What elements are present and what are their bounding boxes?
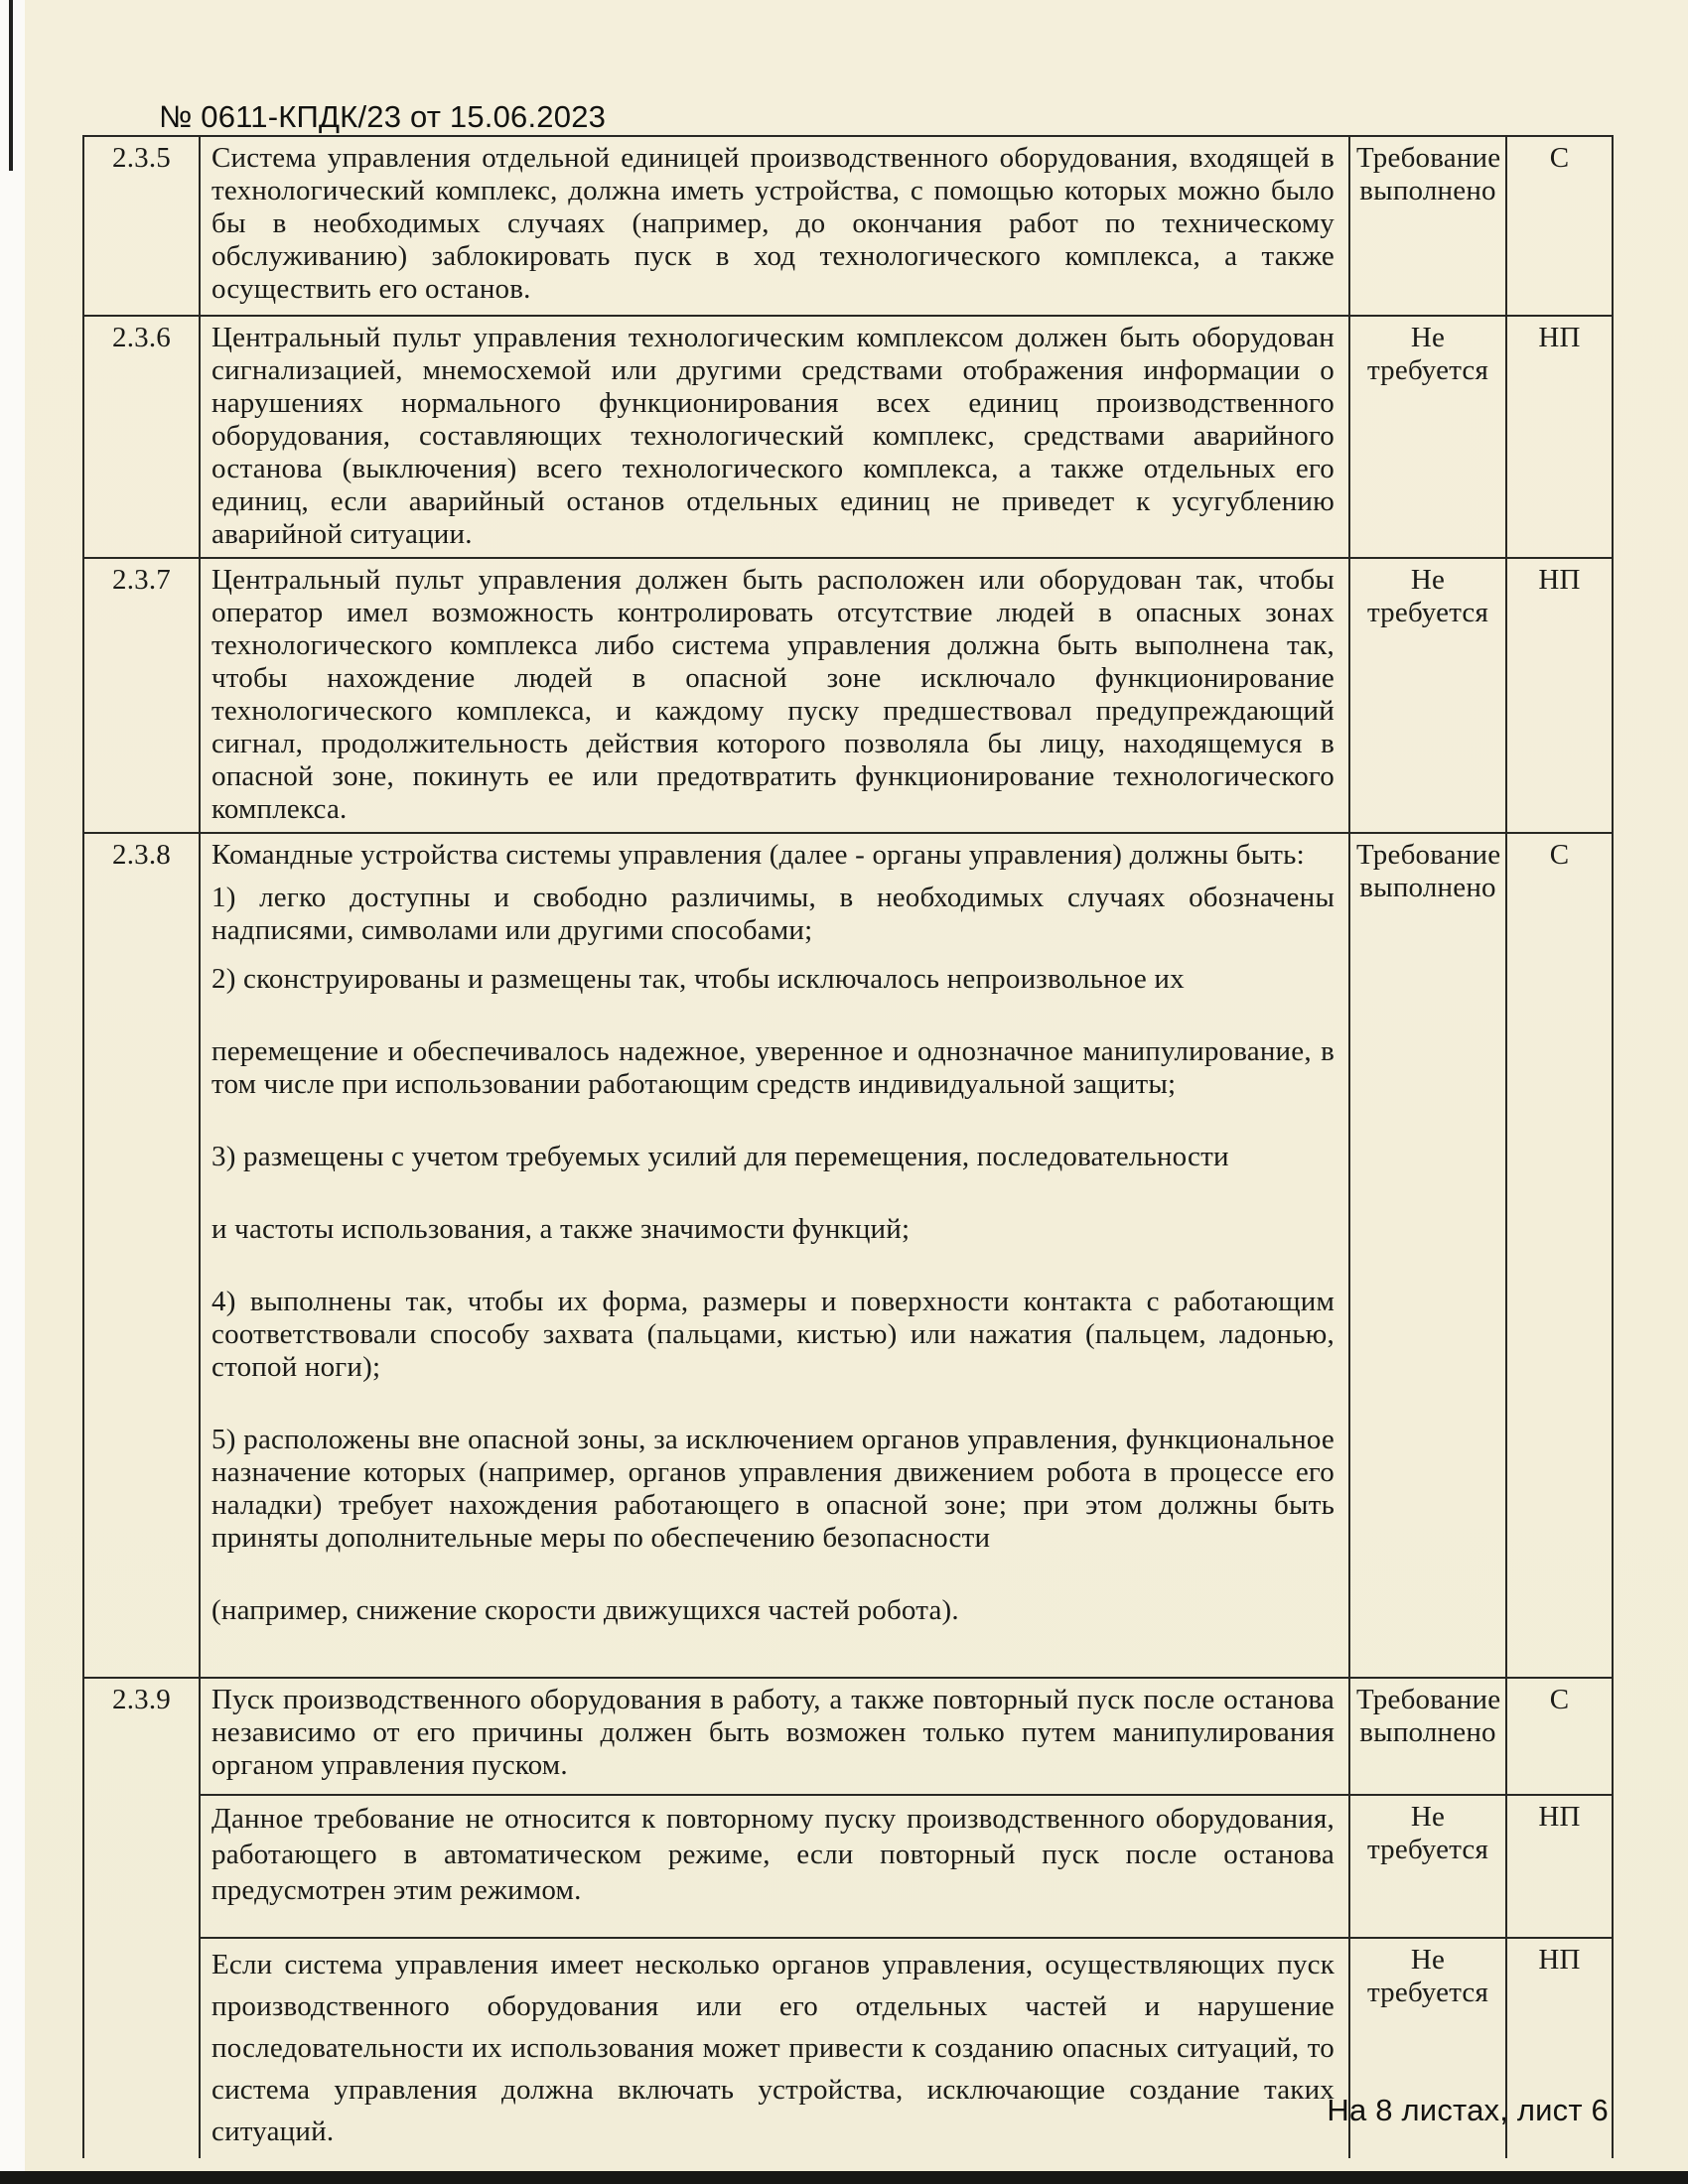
requirement-paragraph: Пуск производственного оборудования в работу, а также повторный пуск после останова независимо от его причины должен быть возможен только путем манипулирования органом управления пуском.	[211, 1684, 1335, 1781]
table-row-2-3-9a	[83, 1678, 1613, 1795]
requirement-paragraph: Командные устройства системы управления (далее - органы управления) должны быть:	[211, 839, 1305, 871]
requirement-paragraph: (например, снижение скорости движущихся частей робота).	[211, 1594, 959, 1626]
status-cell: Не требуется	[1349, 558, 1506, 833]
requirement-text-cell	[200, 1938, 1349, 2158]
table-row-2-3-6	[83, 316, 1613, 558]
requirement-text-cell	[200, 1795, 1349, 1938]
status-cell: Требование выполнено	[1349, 1678, 1506, 1795]
requirement-text-cell	[200, 136, 1349, 316]
table-row-2-3-8	[83, 833, 1613, 1678]
requirement-text-cell	[200, 316, 1349, 558]
status-cell: Не требуется	[1349, 1938, 1506, 2158]
scan-edge-artifact	[9, 0, 13, 171]
requirement-paragraph: Система управления отдельной единицей производственного оборудования, входящей в технологический комплекс, должна иметь устройства, с помощью которых можно было бы в необходимых случаях (например, до окончания работ по техническому обслуживанию) заблокировать пуск в ход технологического комплекса, а также осуществить его останов.	[211, 142, 1335, 305]
status-cell: Требование выполнено	[1349, 833, 1506, 1678]
status-cell: Требование выполнено	[1349, 136, 1506, 316]
requirement-paragraph: Центральный пульт управления должен быть расположен или оборудован так, чтобы оператор имел возможность контролировать отсутствие людей в опасных зонах технологического комплекса либо система управления должна быть выполнена так, чтобы нахождение людей в опасной зоне исключало функционирование технологического комплекса, и каждому пуску предшествовал предупреждающий сигнал, продолжительность действия которого позволяла бы лицу, находящемуся в опасной зоне, покинуть ее или предотвратить функционирование технологического комплекса.	[211, 564, 1335, 825]
row-number-cell: 2.3.7	[83, 558, 200, 833]
row-number-cell: 2.3.6	[83, 316, 200, 558]
mark-cell: С	[1506, 833, 1613, 1678]
requirement-paragraph: 1) легко доступны и свободно различимы, в необходимых случаях обозначены надписями, символами или другими способами;	[211, 882, 1335, 946]
requirement-paragraph: Центральный пульт управления технологическим комплексом должен быть оборудован сигнализацией, мнемосхемой или другими средствами отображения информации о нарушениях нормального функционирования всех единиц производственного оборудования, составляющих технологический комплекс, средствами аварийного останова (выключения) всего технологического комплекса, а также отдельных его единиц, если аварийный останов отдельных единиц не приведет к усугублению аварийной ситуации.	[211, 322, 1335, 550]
document-page	[25, 0, 1688, 2171]
requirement-text-cell	[200, 1678, 1349, 1795]
table-row-2-3-7	[83, 558, 1613, 833]
row-number-cell: 2.3.8	[83, 833, 200, 1678]
requirement-paragraph: 2) сконструированы и размещены так, чтобы исключалось непроизвольное их	[211, 963, 1185, 995]
mark-cell: С	[1506, 1678, 1613, 1795]
requirement-paragraph: 4) выполнены так, чтобы их форма, размеры и поверхности контакта с работающим соответствовали способу захвата (пальцами, кистью) или нажатия (пальцем, ладонью, стопой ноги);	[211, 1286, 1335, 1383]
mark-cell: НП	[1506, 316, 1613, 558]
requirement-paragraph: Данное требование не относится к повторному пуску производственного оборудования, работающего в автоматическом режиме, если повторный пуск после останова предусмотрен этим режимом.	[211, 1803, 1335, 1906]
table-row-2-3-5	[83, 136, 1613, 316]
mark-cell: НП	[1506, 1938, 1613, 2158]
scan-left-margin	[0, 0, 25, 2184]
document-number: № 0611-КПДК/23 от 15.06.2023	[159, 99, 607, 134]
mark-cell: С	[1506, 136, 1613, 316]
requirement-text-cell	[200, 558, 1349, 833]
table-row-2-3-9b	[83, 1795, 1613, 1938]
page-footer: На 8 листах, лист 6	[1327, 2093, 1609, 2127]
requirement-paragraph: перемещение и обеспечивалось надежное, уверенное и однозначное манипулирование, в том числе при использовании работающим средств индивидуальной защиты;	[211, 1035, 1335, 1100]
requirements-table	[82, 135, 1614, 2158]
requirement-paragraph: 3) размещены с учетом требуемых усилий для перемещения, последовательности	[211, 1141, 1229, 1172]
requirement-paragraph: и частоты использования, а также значимости функций;	[211, 1213, 911, 1245]
requirement-paragraph: 5) расположены вне опасной зоны, за исключением органов управления, функциональное назначение которых (например, органов управления движением робота в процессе его наладки) требует нахождения работающего в опасной зоне; при этом должны быть приняты дополнительные меры по обеспечению безопасности	[211, 1424, 1335, 1554]
row-number-cell: 2.3.5	[83, 136, 200, 316]
scan-bottom-edge	[0, 2171, 1688, 2184]
row-number-cell: 2.3.9	[83, 1678, 200, 2158]
requirement-text-cell	[200, 833, 1349, 1678]
requirement-paragraph: Если система управления имеет несколько органов управления, осуществляющих пуск производственного оборудования или его отдельных частей и нарушение последовательности их использования может привести к созданию опасных ситуаций, то система управления должна включать устройства, исключающие создание таких ситуаций.	[211, 1949, 1335, 2147]
status-cell: Не требуется	[1349, 1795, 1506, 1938]
mark-cell: НП	[1506, 1795, 1613, 1938]
mark-cell: НП	[1506, 558, 1613, 833]
status-cell: Не требуется	[1349, 316, 1506, 558]
